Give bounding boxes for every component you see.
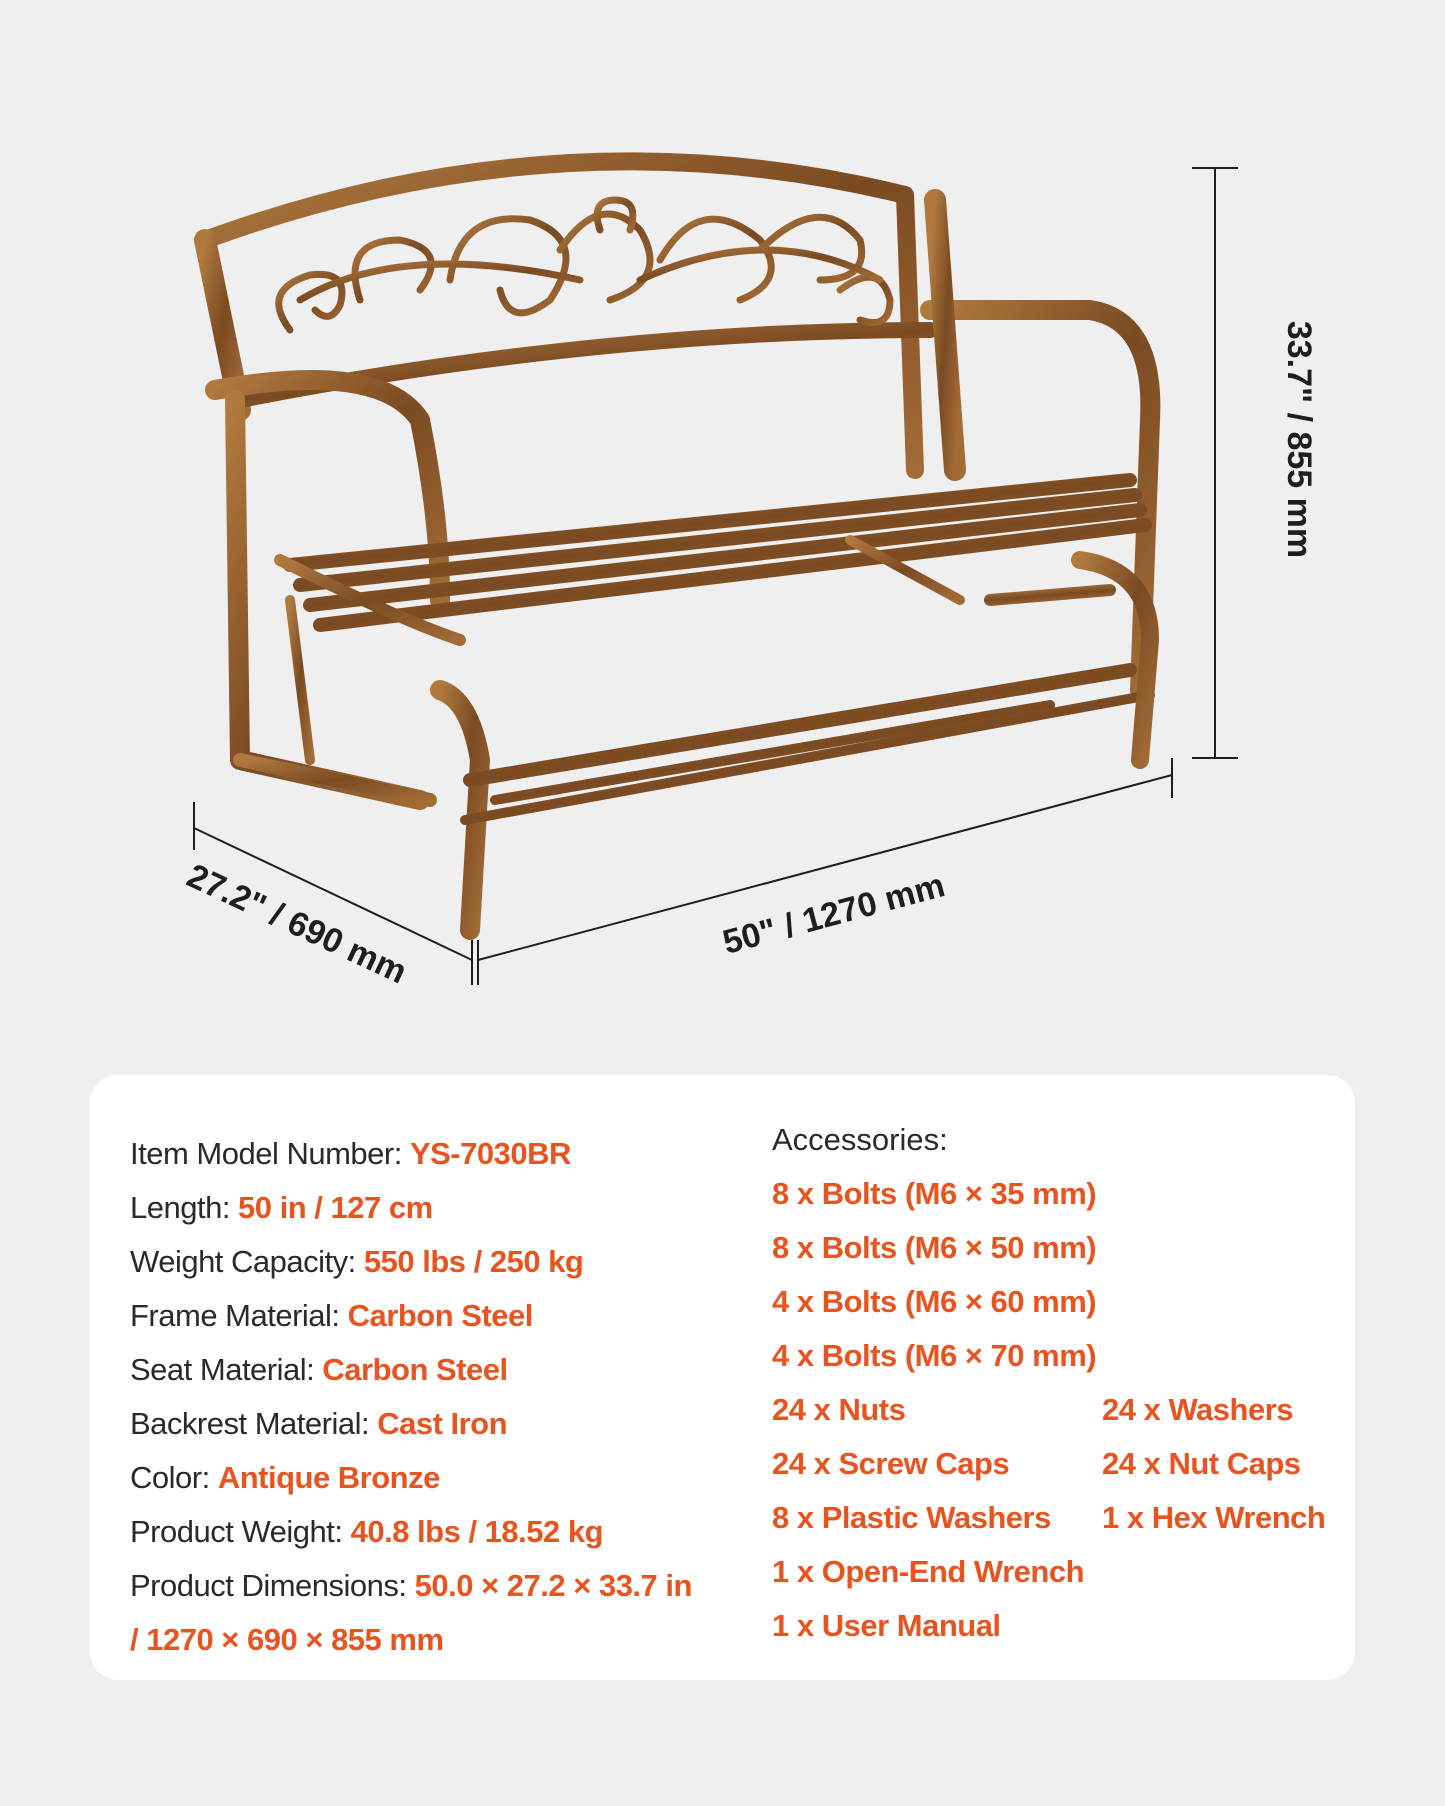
- accessory-row: [772, 1437, 1332, 1491]
- width-dimension-label: 50" / 1270 mm: [718, 866, 949, 962]
- spec-backrest-material: Backrest Material: Cast Iron: [130, 1406, 508, 1441]
- spec-product-dimensions-metric: / 1270 × 690 × 855 mm: [130, 1622, 444, 1657]
- spec-seat-material: Seat Material: Carbon Steel: [130, 1352, 508, 1387]
- accessory-item: 8 x Plastic Washers: [772, 1500, 1051, 1535]
- accessories-title: Accessories:: [772, 1122, 948, 1157]
- accessory-item: 4 x Bolts (M6 × 60 mm): [772, 1284, 1097, 1319]
- spec-length: Length: 50 in / 127 cm: [130, 1190, 433, 1225]
- spec-color: Color: Antique Bronze: [130, 1460, 440, 1495]
- accessory-item: 1 x User Manual: [772, 1608, 1001, 1643]
- accessory-item: 24 x Screw Caps: [772, 1446, 1010, 1481]
- accessory-item: 8 x Bolts (M6 × 50 mm): [772, 1230, 1097, 1265]
- accessory-item: 4 x Bolts (M6 × 70 mm): [772, 1338, 1097, 1373]
- spec-product-dimensions: Product Dimensions: 50.0 × 27.2 × 33.7 in: [130, 1568, 692, 1603]
- accessory-item: 24 x Nut Caps: [1102, 1446, 1301, 1481]
- height-dimension-label: 33.7" / 855 mm: [1280, 320, 1319, 559]
- spec-model: Item Model Number: YS-7030BR: [130, 1136, 571, 1171]
- accessories-list: [772, 1113, 1332, 1653]
- spec-card: [90, 1075, 1355, 1680]
- accessory-item: 1 x Open-End Wrench: [772, 1554, 1085, 1589]
- spec-frame-material: Frame Material: Carbon Steel: [130, 1298, 533, 1333]
- depth-dimension-label: 27.2" / 690 mm: [181, 856, 413, 992]
- spec-list: [130, 1127, 692, 1667]
- accessory-item: 1 x Hex Wrench: [1102, 1500, 1326, 1535]
- spec-product-weight: Product Weight: 40.8 lbs / 18.52 kg: [130, 1514, 604, 1549]
- spec-weight-capacity: Weight Capacity: 550 lbs / 250 kg: [130, 1244, 584, 1279]
- accessory-item: 8 x Bolts (M6 × 35 mm): [772, 1176, 1097, 1211]
- accessory-row: [772, 1383, 1332, 1437]
- accessory-item: 24 x Nuts: [772, 1392, 906, 1427]
- accessory-item: 24 x Washers: [1102, 1392, 1294, 1427]
- bench: [205, 161, 1150, 930]
- accessory-row: [772, 1491, 1332, 1545]
